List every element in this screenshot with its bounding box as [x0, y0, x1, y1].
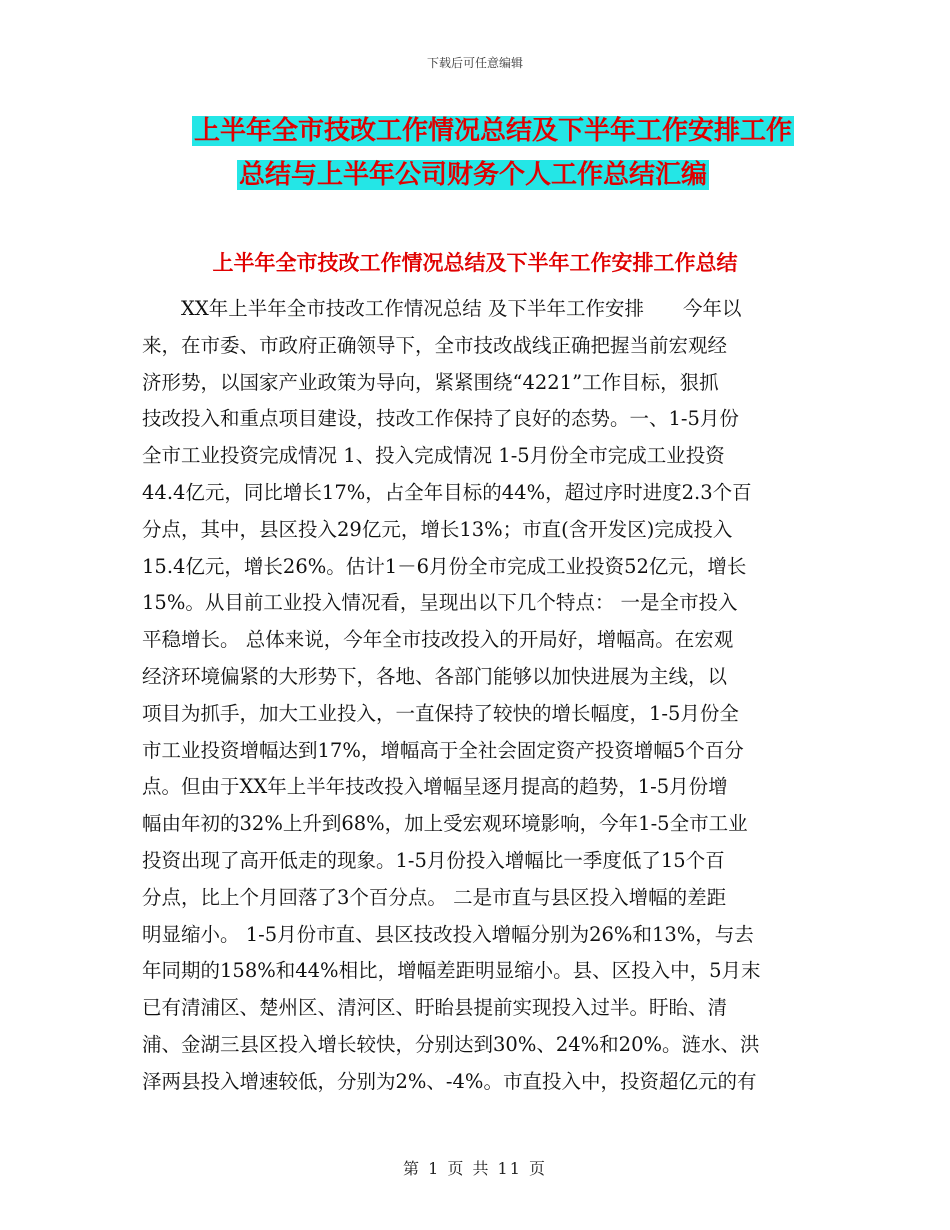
body-line: 泽两县投入增速较低，分别为2%、-4%。市直投入中，投资超亿元的有 — [142, 1069, 757, 1093]
page-footer: 第 1 页 共 11 页 — [403, 1159, 547, 1178]
body-line: 44.4亿元，同比增长17%，占全年目标的44%，超过序时进度2.3个百 — [142, 480, 752, 504]
body-line: 幅由年初的32%上升到68%，加上受宏观环境影响，今年1-5全市工业 — [142, 812, 748, 836]
body-line: 点。但由于XX年上半年技改投入增幅呈逐月提高的趋势，1-5月份增 — [142, 775, 728, 799]
body-line: 分点，其中，县区投入29亿元，增长13%；市直(含开发区)完成投入 — [142, 517, 733, 541]
body-line: 浦、金湖三县区投入增长较快，分别达到30%、24%和20%。涟水、洪 — [142, 1032, 760, 1056]
main-title-line-2-text: 总结与上半年公司财务个人工作总结汇编 — [239, 160, 708, 190]
main-title-line-1 — [0, 113, 950, 149]
body-line: 市工业投资增幅达到17%，增幅高于全社会固定资产投资增幅5个百分 — [142, 738, 744, 762]
body-line: 投资出现了高开低走的现象。1-5月份投入增幅比一季度低了15个百 — [142, 848, 725, 872]
section-title: 上半年全市技改工作情况总结及下半年工作安排工作总结 — [212, 251, 738, 275]
body-line: 平稳增长。 总体来说，今年全市技改投入的开局好，增幅高。在宏观 — [142, 628, 734, 652]
body-line: 济形势，以国家产业政策为导向，紧紧围绕“4221”工作目标，狠抓 — [142, 370, 719, 394]
body-line: XX年上半年全市技改工作情况总结 及下半年工作安排 今年以 — [142, 297, 742, 320]
body-line: 项目为抓手，加大工业投入，一直保持了较快的增长幅度，1-5月份全 — [142, 701, 739, 725]
body-line: 技改投入和重点项目建设，技改工作保持了良好的态势。一、1-5月份 — [142, 407, 739, 431]
header-note: 下载后可任意编辑 — [426, 56, 523, 70]
body-line: 来，在市委、市政府正确领导下，全市技改战线正确把握当前宏观经 — [142, 333, 728, 357]
body-line: 明显缩小。 1-5月份市直、县区技改投入增幅分别为26%和13%，与去 — [142, 922, 754, 946]
main-title-line-1-text: 上半年全市技改工作情况总结及下半年工作安排工作 — [194, 116, 793, 146]
body-line: 15.4亿元，增长26%。估计1－6月份全市完成工业投资52亿元，增长 — [142, 554, 747, 578]
body-line: 年同期的158%和44%相比，增幅差距明显缩小。县、区投入中，5月末 — [142, 959, 761, 983]
body-line: 分点，比上个月回落了3个百分点。 二是市直与县区投入增幅的差距 — [142, 885, 727, 909]
body-line: 全市工业投资完成情况 1、投入完成情况 1-5月份全市完成工业投资 — [142, 444, 725, 468]
body-line: 已有清浦区、楚州区、清河区、盱眙县提前实现投入过半。盱眙、清 — [142, 996, 728, 1020]
body-line: 经济环境偏紧的大形势下，各地、各部门能够以加快进展为主线，以 — [142, 664, 728, 688]
body-text — [142, 291, 814, 1101]
main-title-line-2 — [0, 157, 950, 193]
body-line: 15%。从目前工业投入情况看，呈现出以下几个特点： 一是全市投入 — [142, 591, 738, 615]
